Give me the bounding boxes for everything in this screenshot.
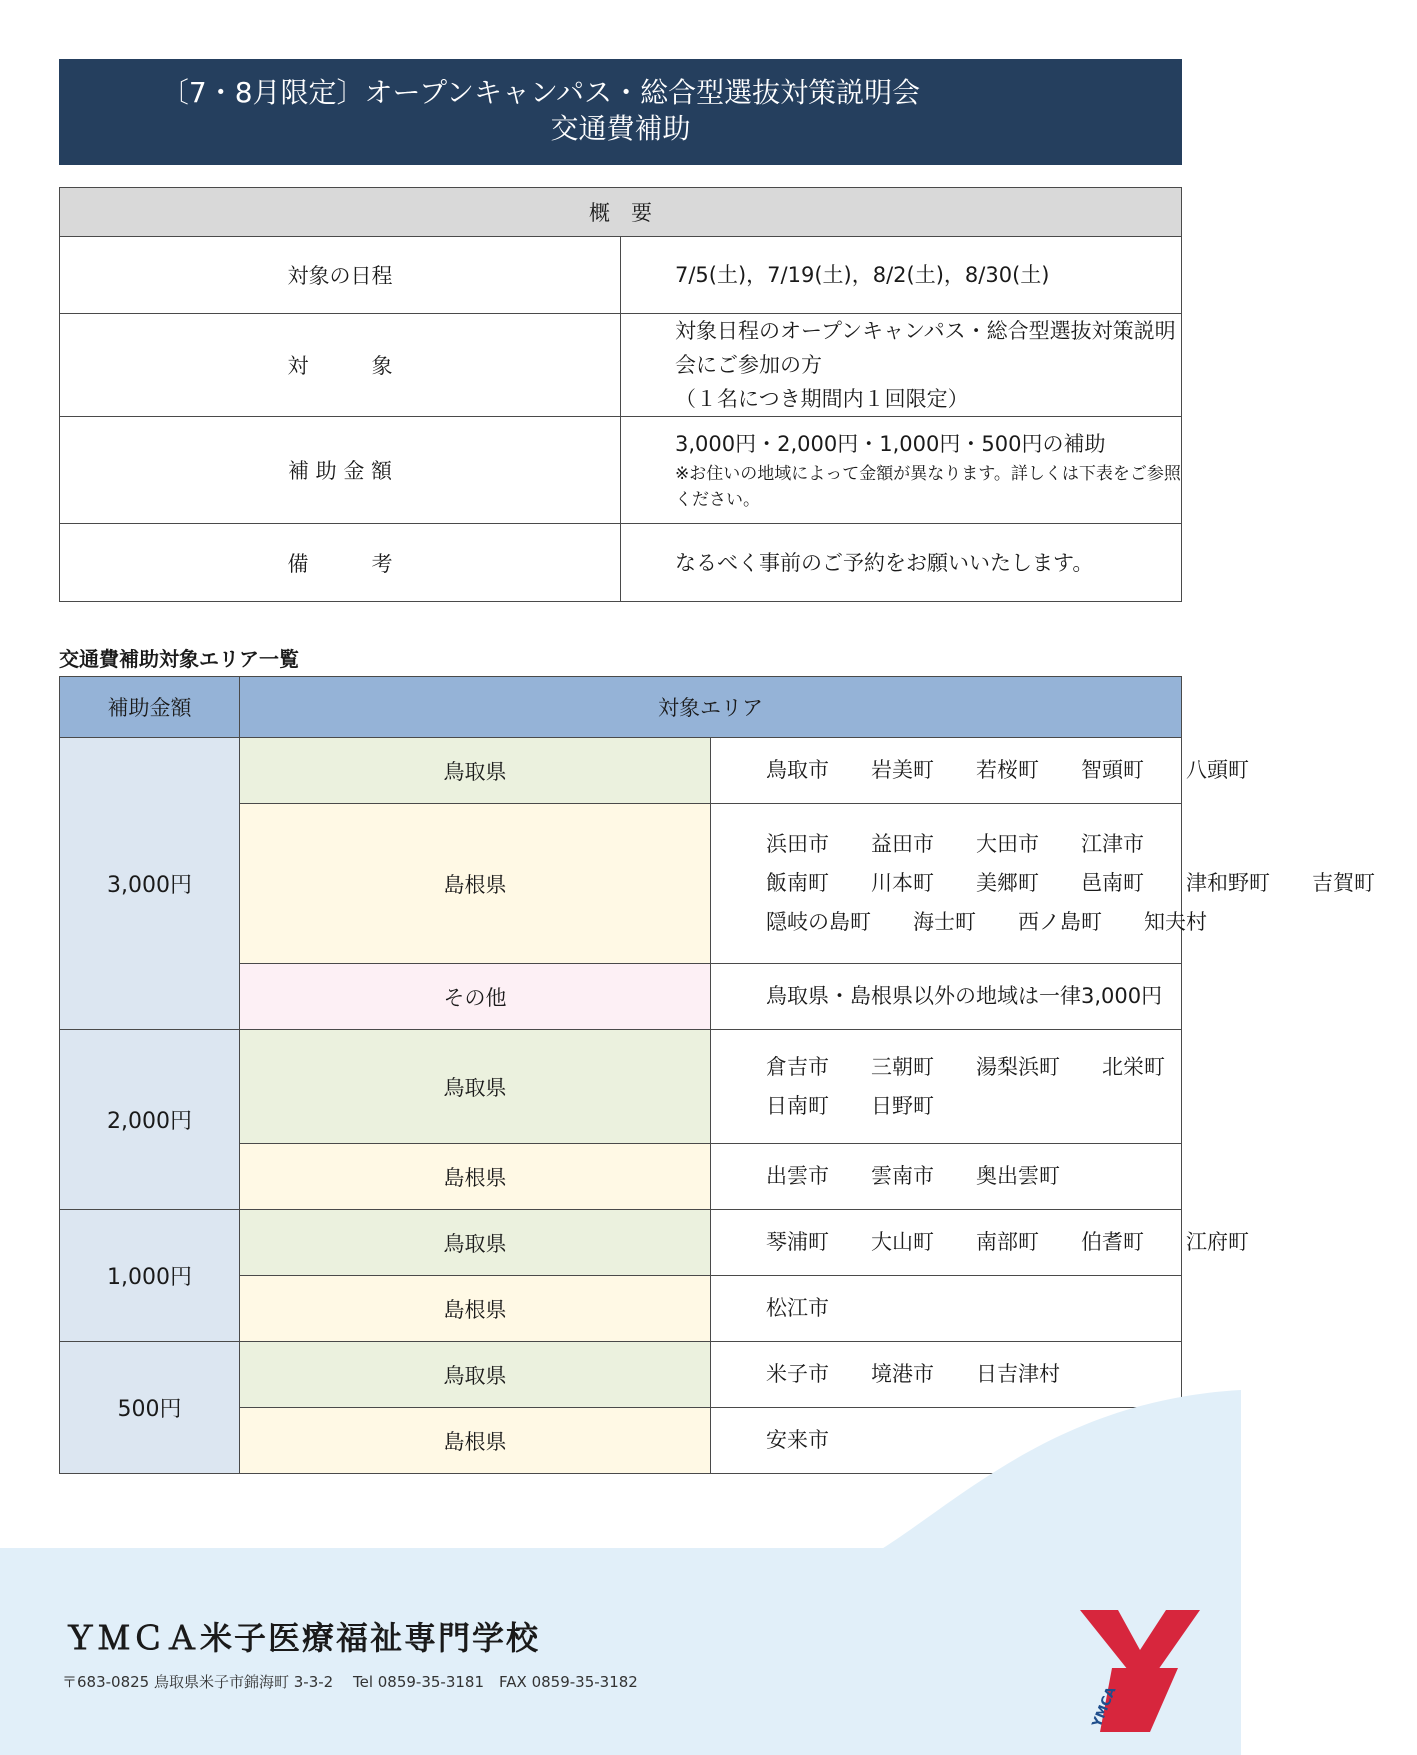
place-name: 湯梨浜町 [976, 1054, 1060, 1079]
summary-heading: 概 要 [60, 188, 1182, 237]
title-line-1: 〔7・8月限定〕オープンキャンパス・総合型選抜対策説明会 [160, 76, 921, 109]
area-line [766, 1157, 1181, 1196]
area-col-area: 対象エリア [240, 677, 1182, 738]
place-name: 出雲市 [766, 1164, 829, 1188]
area-line [766, 751, 1249, 790]
place-name: 琴浦町 [766, 1230, 829, 1254]
area-list-cell [711, 1210, 1249, 1276]
place-name: 智頭町 [1081, 758, 1144, 782]
prefecture-cell: 鳥取県 [240, 1210, 711, 1276]
place-name: 境港市 [871, 1362, 934, 1386]
place-name: 米子市 [766, 1362, 829, 1386]
area-list-cell [711, 804, 1375, 964]
area-row [60, 1210, 1182, 1276]
summary-target-text: 対象日程のオープンキャンパス・総合型選抜対策説明会にご参加の方 [675, 319, 1176, 377]
place-name: 伯耆町 [1081, 1230, 1144, 1254]
area-list-cell: 鳥取県・島根県以外の地域は一律3,000円 [711, 964, 1182, 1030]
place-name: 大田市 [976, 832, 1039, 856]
prefecture-cell: 鳥取県 [240, 738, 711, 804]
area-line [766, 825, 1181, 864]
summary-value-schedule: 7/5(土)，7/19(土)，8/2(土)，8/30(土) [621, 237, 1182, 314]
summary-label-amount: 補 助 金 額 [60, 417, 621, 524]
place-name: 安来市 [766, 1428, 829, 1452]
place-name: 鳥取市 [766, 758, 829, 782]
area-list-title: 交通費補助対象エリア一覧 [59, 647, 299, 671]
summary-amount-text: 3,000円・2,000円・1,000円・500円の補助 [675, 432, 1106, 456]
place-name: 川本町 [871, 871, 934, 895]
summary-target-limit: （１名につき期間内１回限定） [675, 387, 969, 411]
logo-text: YMCA [1089, 1684, 1120, 1730]
area-line [766, 1048, 1181, 1087]
amount-cell: 3,000円 [60, 738, 240, 1030]
area-list-cell [711, 1030, 1182, 1144]
place-name: 邑南町 [1081, 871, 1144, 895]
amount-cell: 1,000円 [60, 1210, 240, 1342]
title-banner [59, 59, 1182, 165]
place-name: 松江市 [766, 1296, 829, 1320]
prefecture-cell: 島根県 [240, 804, 711, 964]
prefecture-cell: 島根県 [240, 1408, 711, 1474]
place-name: 益田市 [871, 832, 934, 856]
place-name: 江津市 [1081, 832, 1144, 856]
place-name: 岩美町 [871, 758, 934, 782]
place-name: 日吉津村 [976, 1362, 1060, 1386]
area-row [60, 738, 1182, 804]
summary-value-amount [621, 417, 1182, 524]
place-name: 三朝町 [871, 1054, 934, 1079]
ymca-logo [1078, 1606, 1202, 1734]
place-name: 西ノ島町 [1018, 910, 1102, 934]
school-address: 〒683-0825 鳥取県米子市錦海町 3-3-2 Tel 0859-35-3181 FAX 0859-35-3182 [62, 1673, 638, 1691]
prefecture-cell: 鳥取県 [240, 1342, 711, 1408]
area-line [766, 1223, 1249, 1262]
place-name: 八頭町 [1186, 758, 1249, 782]
summary-value-remarks: なるべく事前のご予約をお願いいたします。 [621, 524, 1182, 602]
summary-label-remarks: 備 考 [60, 524, 621, 602]
area-list-cell [711, 738, 1249, 804]
place-name: 美郷町 [976, 871, 1039, 895]
school-name: ＹＭＣＡ米子医療福祉専門学校 [64, 1619, 541, 1657]
area-line [766, 1289, 1181, 1328]
place-name: 津和野町 [1186, 871, 1270, 895]
summary-label-schedule: 対象の日程 [60, 237, 621, 314]
place-name: 雲南市 [871, 1164, 934, 1188]
place-name: 知夫村 [1144, 910, 1207, 934]
place-name: 北栄町 [1102, 1054, 1165, 1079]
place-name: 日南町 [766, 1093, 829, 1118]
area-table [59, 676, 1375, 1474]
prefecture-cell: 島根県 [240, 1276, 711, 1342]
place-name: 奥出雲町 [976, 1164, 1060, 1188]
place-name: 隠岐の島町 [766, 910, 871, 934]
area-line [766, 1087, 1181, 1126]
place-name: 倉吉市 [766, 1054, 829, 1079]
place-name: 日野町 [871, 1093, 934, 1118]
place-name: 海士町 [913, 910, 976, 934]
area-list-cell [711, 1144, 1182, 1210]
area-line [766, 903, 1207, 942]
amount-cell: 500円 [60, 1342, 240, 1474]
area-line [766, 864, 1375, 903]
place-name: 浜田市 [766, 832, 829, 856]
area-list-cell [711, 1276, 1182, 1342]
area-row [60, 1030, 1182, 1144]
place-name: 若桜町 [976, 758, 1039, 782]
prefecture-cell: 島根県 [240, 1144, 711, 1210]
place-name: 飯南町 [766, 871, 829, 895]
place-name: 江府町 [1186, 1230, 1249, 1254]
prefecture-cell: 鳥取県 [240, 1030, 711, 1144]
place-name: 大山町 [871, 1230, 934, 1254]
summary-label-target: 対 象 [60, 314, 621, 417]
summary-table [59, 187, 1182, 602]
prefecture-cell: その他 [240, 964, 711, 1030]
place-name: 南部町 [976, 1230, 1039, 1254]
title-line-2: 交通費補助 [550, 112, 691, 145]
summary-amount-note: ※お住いの地域によって金額が異なります。詳しくは下表をご参照ください。 [675, 464, 1181, 510]
amount-cell: 2,000円 [60, 1030, 240, 1210]
place-name: 吉賀町 [1312, 871, 1375, 895]
area-col-amount: 補助金額 [60, 677, 240, 738]
summary-value-target [621, 314, 1182, 417]
